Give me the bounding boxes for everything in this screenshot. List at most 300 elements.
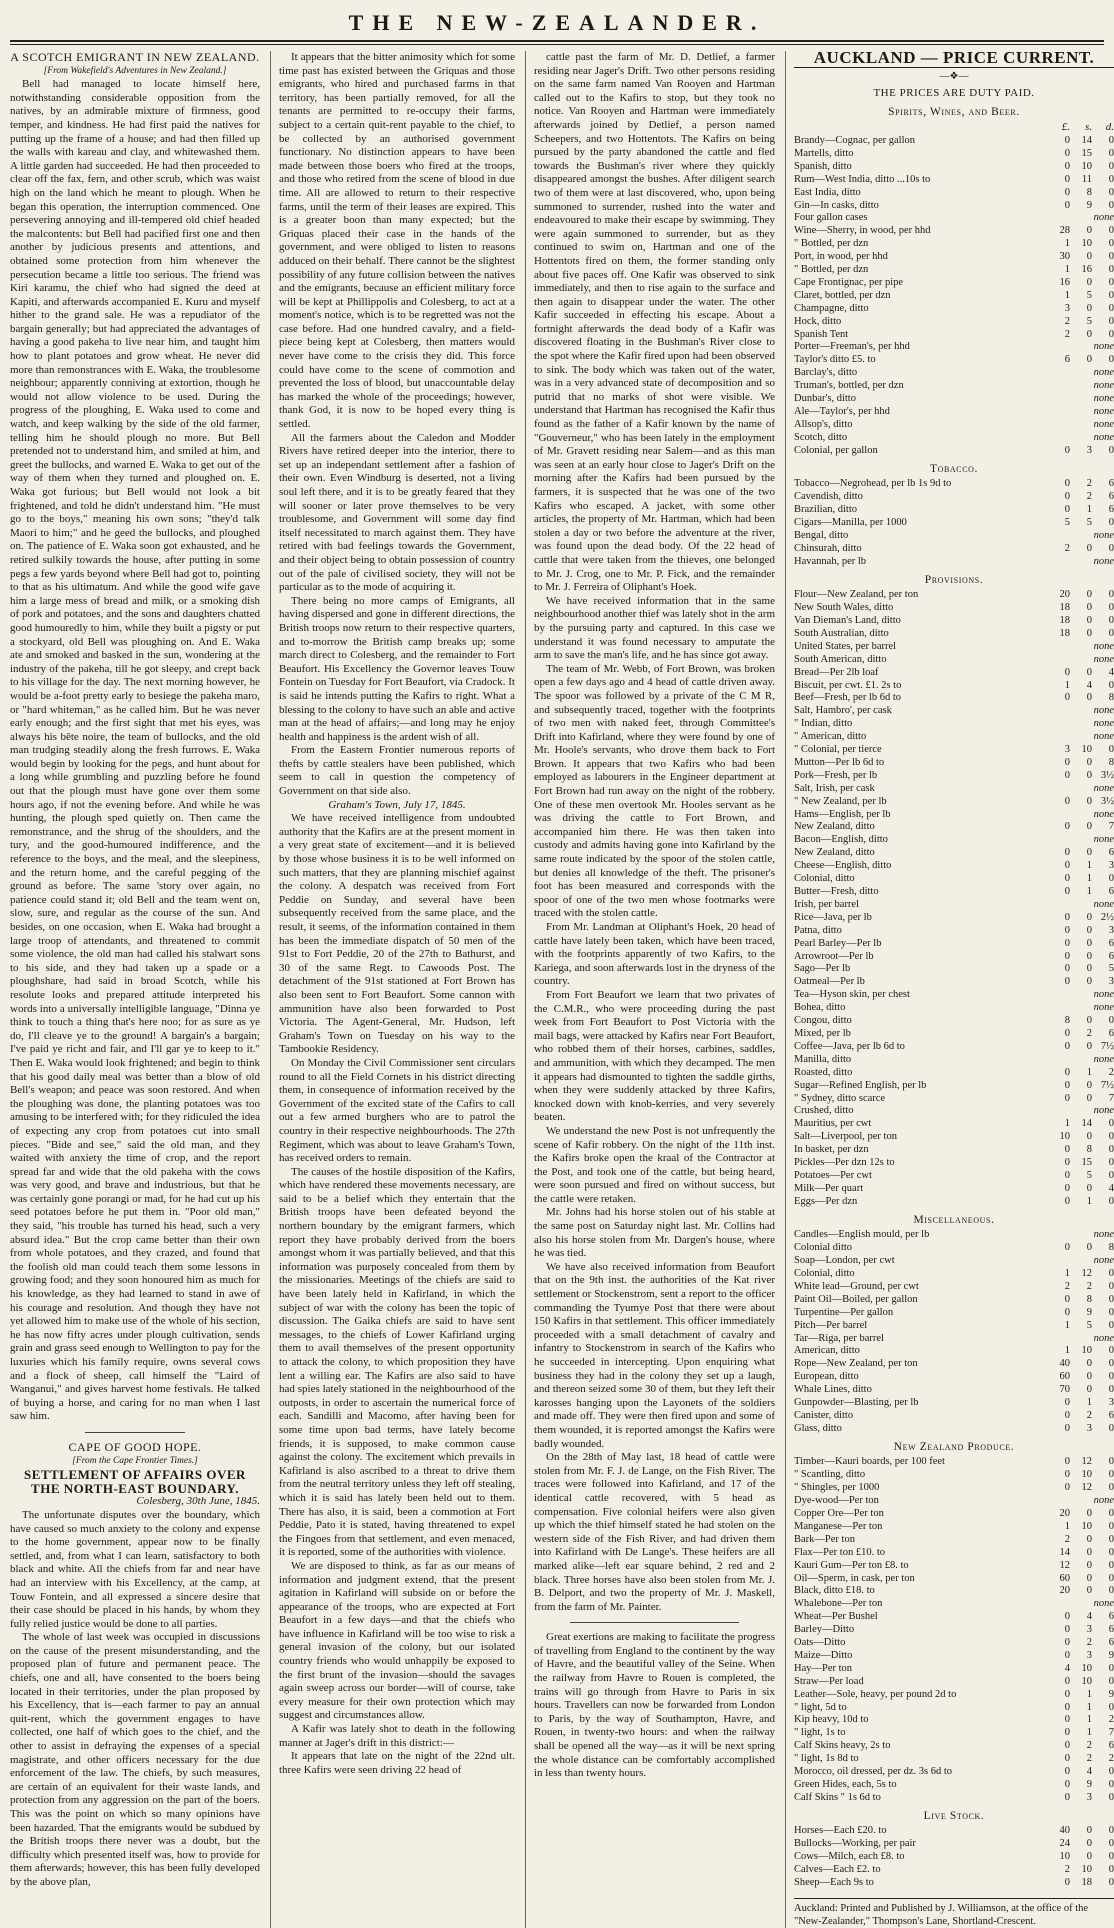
price-value: 1: [1086, 1701, 1092, 1713]
publisher-imprint: Auckland: Printed and Published by J. Williamson, at the office of the "New-Zealander," Thompson's Lane, Shortland-Crescent.: [794, 1898, 1114, 1928]
price-item: Horses—Each £20. to: [794, 1825, 887, 1837]
price-value: none: [1093, 341, 1114, 353]
price-value: 0: [1064, 666, 1070, 678]
price-value: 1: [1064, 289, 1070, 301]
price-row: [794, 419, 1114, 432]
price-value: 0: [1064, 199, 1070, 211]
price-value: 0: [1064, 886, 1070, 897]
price-value: 5: [1086, 516, 1092, 528]
price-value: 1: [1064, 1319, 1070, 1331]
price-row: [794, 834, 1114, 847]
price-value: 0: [1086, 1092, 1092, 1104]
price-current-subtitle: THE PRICES ARE DUTY PAID.: [873, 87, 1035, 100]
price-value: 28: [1059, 225, 1070, 237]
price-table: [794, 1825, 1114, 1890]
price-row: [794, 1268, 1114, 1281]
price-row: [794, 963, 1114, 976]
price-item: Manganese—Per ton: [794, 1520, 883, 1532]
price-value: none: [1093, 1598, 1114, 1610]
section-divider: [570, 1622, 739, 1623]
price-item: Sago—Per lb: [794, 963, 851, 975]
price-row: [794, 380, 1114, 393]
price-value: 18: [1059, 627, 1070, 639]
price-value: 6: [1108, 1409, 1114, 1421]
article-dateline: Colesberg, 30th June, 1845.: [136, 1495, 260, 1508]
price-row: [794, 1727, 1114, 1740]
price-item: Barclay's, ditto: [794, 367, 858, 379]
price-row: [794, 530, 1114, 543]
columns: [10, 48, 1114, 1927]
price-value: 16: [1081, 264, 1092, 276]
price-item: Spanish Tent: [794, 328, 849, 340]
price-value: 0: [1064, 1306, 1070, 1318]
price-item: Dye-wood—Per ton: [794, 1495, 879, 1507]
price-value: 2: [1064, 1864, 1070, 1876]
price-value: 3: [1086, 1422, 1092, 1434]
price-value: 0: [1086, 1585, 1092, 1597]
price-value: 0: [1064, 1293, 1070, 1305]
price-item: " Colonial, per tierce: [794, 744, 882, 756]
price-value: 0: [1086, 1507, 1092, 1519]
price-row: [794, 148, 1114, 161]
price-value: 0: [1064, 821, 1070, 833]
price-value: 0: [1064, 1877, 1070, 1889]
price-value: 0: [1064, 1079, 1070, 1091]
price-section-title: Provisions.: [924, 573, 984, 586]
price-value: 0: [1086, 976, 1092, 988]
price-value: 10: [1081, 1520, 1092, 1532]
price-value: 0: [1086, 251, 1092, 263]
price-item: Martells, ditto: [794, 147, 854, 159]
price-value: 12: [1081, 1482, 1092, 1494]
price-item: Cheese—English, ditto: [794, 860, 892, 872]
price-row: [794, 783, 1114, 796]
price-value: 0: [1064, 1791, 1070, 1803]
price-value: 0: [1086, 589, 1092, 601]
price-value: 0: [1064, 1637, 1070, 1649]
price-row: [794, 1864, 1114, 1877]
price-value: 9: [1086, 1779, 1092, 1790]
price-value: 0: [1108, 315, 1114, 327]
price-row: [794, 517, 1114, 530]
price-value: 0: [1108, 238, 1114, 250]
price-value: 0: [1086, 1371, 1092, 1383]
price-row: [794, 135, 1114, 148]
price-value: 6: [1108, 1611, 1114, 1623]
price-value: none: [1093, 212, 1114, 224]
price-row: [794, 556, 1114, 569]
price-value: 60: [1059, 1371, 1070, 1383]
price-row: [794, 602, 1114, 615]
price-row: [794, 873, 1114, 886]
price-value: 0: [1064, 1779, 1070, 1790]
price-value: 0: [1064, 963, 1070, 975]
price-value: 70: [1059, 1384, 1070, 1396]
price-row: [794, 504, 1114, 517]
price-value: 9: [1108, 1649, 1114, 1661]
price-value: 0: [1086, 911, 1092, 923]
price-item: Wine—Sherry, in wood, per hhd: [794, 225, 931, 237]
article-paragraph: Great exertions are making to facilitate the progress of travelling from England to the continent by the way of Havre, and the beautiful valley of the Seine. When the railway from Havre to Rouen is completed, the trains will go through from Havre to Paris in six hours. Travellers can now be forwarded from London to Paris, by the way of Southampton, Havre, and Rouen, in twenty-two hours: and when the railway shall be opened all the way—as it will be next spring the whole distance can be comfortably accomplished in less than twenty hours.: [534, 1631, 775, 1780]
article-paragraph: We have received information that in the same neighbourhood another thief was lately shot in the arm by the pursuing party and captured. In this case we understand it was found necessary to amputate the arm to save the man's life, and he has since got away.: [534, 594, 775, 662]
price-value: 6: [1108, 504, 1114, 516]
price-value: none: [1093, 705, 1114, 717]
price-item: Calves—Each £2. to: [794, 1864, 881, 1876]
article-paragraph: From Fort Beaufort we learn that two privates of the C.M.R., who were proceeding during the past week from Fort Beaufort to Post Victoria with the mail bags, were attacked by Kafirs near Fort Beaufort, who robbed them of their horses, carbines, saddles, and ammunition, with which they decamped. The men it appears had dismounted to tighten the saddle girths, when they were suddenly attacked by three Kafirs, knocked down with knob-kerries, and very severely beaten.: [534, 988, 775, 1124]
price-value: 3½: [1100, 795, 1114, 807]
price-row: [794, 692, 1114, 705]
price-row: [794, 744, 1114, 757]
price-value: 0: [1086, 1851, 1092, 1863]
price-row: [794, 432, 1114, 445]
price-value: 0: [1086, 1131, 1092, 1143]
price-row: [794, 1792, 1114, 1805]
price-value: 40: [1059, 1825, 1070, 1837]
price-row: [794, 1105, 1114, 1118]
price-item: " light, 5d to: [794, 1701, 847, 1713]
price-value: 1: [1064, 1345, 1070, 1357]
price-value: 0: [1064, 134, 1070, 146]
price-value: 0: [1064, 1766, 1070, 1778]
price-item: Pork—Fresh, per lb: [794, 769, 878, 781]
price-value: 3: [1086, 1649, 1092, 1661]
price-item: Irish, per barrel: [794, 898, 860, 910]
price-value: 1: [1086, 1727, 1092, 1739]
price-value: 0: [1086, 225, 1092, 237]
price-current-title: AUCKLAND — PRICE CURRENT.: [794, 51, 1114, 68]
section-divider: [85, 1432, 185, 1433]
price-row: [794, 809, 1114, 822]
price-value: 0: [1108, 302, 1114, 314]
price-value: 4: [1086, 1611, 1092, 1623]
price-value: none: [1093, 1229, 1114, 1241]
price-value: 8: [1108, 692, 1114, 704]
price-item: Potatoes—Per cwt: [794, 1169, 872, 1181]
price-row: [794, 1714, 1114, 1727]
price-value: 15: [1081, 1157, 1092, 1169]
price-row: [794, 1663, 1114, 1676]
price-value: 1: [1086, 1195, 1092, 1207]
price-value: 12: [1081, 1456, 1092, 1468]
price-row: [794, 1456, 1114, 1469]
price-value: 2: [1086, 478, 1092, 490]
price-row: [794, 1423, 1114, 1436]
price-row: [794, 290, 1114, 303]
price-value: none: [1093, 1053, 1114, 1065]
price-value: 0: [1064, 1242, 1070, 1254]
price-item: Scotch, ditto: [794, 431, 848, 443]
price-row: [794, 731, 1114, 744]
price-item: Taylor's ditto £5. to: [794, 354, 876, 366]
price-row: [794, 912, 1114, 925]
price-value: 0: [1086, 963, 1092, 975]
price-item: Bread—Per 2lb loaf: [794, 666, 879, 678]
price-item: " Shingles, per 1000: [794, 1482, 880, 1494]
price-item: Calf Skins " 1s 6d to: [794, 1791, 881, 1803]
price-value: none: [1093, 1105, 1114, 1117]
price-value: none: [1093, 380, 1114, 392]
price-value: 3: [1108, 976, 1114, 988]
price-row: [794, 1333, 1114, 1346]
price-row: [794, 989, 1114, 1002]
price-value: 0: [1108, 1877, 1114, 1889]
price-value: 0: [1108, 589, 1114, 601]
price-value: 8: [1086, 1144, 1092, 1156]
article-paragraph: The unfortunate disputes over the boundary, which have caused so much anxiety to the colony and expense to the home government, appear now to be finally settled, and, from what I can learn, satisfactory to both black and white. All the chiefs from far and near have had an interview with his Excellency, at the camp, at Touw Fontein, and all expressed a sincere desire that their case should be placed in his hands, by whom they fully relied justice would be done to all parties.: [10, 1508, 260, 1630]
price-section-title: Spirits, Wines, and Beer.: [888, 105, 1020, 118]
price-value: 5: [1086, 315, 1092, 327]
price-value: 0: [1108, 354, 1114, 366]
price-value: 0: [1108, 1675, 1114, 1687]
price-value: 0: [1108, 1345, 1114, 1357]
price-row: [794, 1183, 1114, 1196]
price-value: 0: [1108, 1662, 1114, 1674]
price-value: 9: [1086, 199, 1092, 211]
price-item: " Scantling, ditto: [794, 1469, 866, 1481]
price-value: 9: [1086, 1306, 1092, 1318]
price-row: [794, 1825, 1114, 1838]
price-value: 2: [1086, 1637, 1092, 1649]
price-value: 5: [1086, 1319, 1092, 1331]
price-value: 0: [1108, 679, 1114, 691]
currency-unit: £.: [1061, 121, 1070, 134]
price-value: 0: [1108, 1507, 1114, 1519]
price-row: [794, 1345, 1114, 1358]
price-item: Pitch—Per barrel: [794, 1319, 868, 1331]
price-current-column: [785, 48, 1114, 1928]
price-value: 10: [1059, 1851, 1070, 1863]
price-value: 0: [1064, 924, 1070, 936]
price-value: 0: [1086, 1559, 1092, 1571]
price-row: [794, 1028, 1114, 1041]
price-item: Eggs—Per dzn: [794, 1195, 858, 1207]
price-value: 6: [1064, 354, 1070, 366]
price-row: [794, 899, 1114, 912]
price-row: [794, 1753, 1114, 1766]
price-value: 10: [1081, 1469, 1092, 1481]
article-paragraph: Bell had managed to locate himself here, notwithstanding considerable opposition from the natives, by an admirable mixture of firmness, good temper, and kindness. He had first paid the natives for putting up the frame of a house; and had then filled up the walls with kareau and clay, and whitewashed them. A little garden had succeeded. He had then proceeded to clear off the fax, fern, and other scrub, which was waist high on the land which he meant to plough. When he began this operation, the interruption commenced. One persevering annoying and ill-tempered old chief headed the malcontents: but Bell had pacified first one and then another by judicious presents and attentions, and obtained some protection from him whenever the persecution became a little too serious. The friend was Kiri karamu, the chief who had signed the deed at Kapiti, and afterwards accompanied E. Kuru and myself hither to the grand sale. He was a repudiator of the bargain generally; but had appreciated the advantages of having a good pakeha to live near him, and taught him how to plant potatoes and grow wheat. He never did more than remonstrances with E. Waka, the troublesome neighbour; apparently conniving at extortion, though he would not allow violence to be used. During the progress of the ploughing, E. Waka used to come and watch, and keep walking by the side of the old farmer, telling him he should plough no more. But Bell pretended not to understand him, and smiled at him, and greet the bullocks, and warned E. Waka to get out of the way of them when they turned and ploughed on. E. Waka got furious; but Bell would not look a bit frightened, and told he didn't understand him. "He must go to the boys," meaning his own sons; "they'd talk Maori to him;" and he geed the bullocks, and ploughed on. The patience of E. Waka soon got exhausted, and he retired sulkily towards the house, after putting in some pegs a few yards beyond where Bell had got to, pointing to that as his ultimatum. And while the good wife gave him a large mess of bread and milk, or a smoking dish of pork and potatoes, and the sons and daughters chatted good humouredly to him, while they built a pigsty or put a stockyard, old Bell was ploughing on. And E. Waka ate and smoked and basked in the sun, wondering at the industry of the pakeha, till he got sleepy, and crept back to his village for the day. The next morning however, he would be a-foot pretty early to besiege the pakeha maro, or "hard whiteman," as he called him. But he was never early enough; and the first sight that met his eyes, was always his bête noire, the team of bullocks, and the old man trudging steadily along the fresh furrows. E. Waka would begin by looking for the pegs, and hunt about for a long while grumbling and puzzling before he found out that the plough must have gone over them some hours ago, if not the evening before. And while he was hunting, the plough sped quietly on. Then came the remonstrance, and the shrug of the shoulders, and the tury, and the good-humoured indifference, and the reference to the boys, and the meal, and the sleepiness, and the return home, and the careful pegging of the ground as before. The same 'story over again, no patience could stand it; old Bell and the team went on, slow, sure, and regular as the course of the sun. And besides, on one occasion, when E. Waka had brought a large troop of attendants, and threatened to commit some violence, the old man had called his stalwart sons to his side, and they had taken up a spade or a ploughshare, had said in broad Scotch, while his resolute looks and prepared attitude interpreted his words into a universally intelligible language, "Dinna ye think to touch a thing that's here noo; for as sure as ye do, I'll cleave ye to the ground! A bargain's a bargain; I've paid ye richt and fair, and I'll gar ye to keep to it." Then E. Waka would look frightened; and begin to think that his good daily meal was better than a blow of old Bell's weapon; and peace was soon restored. And when the ploughing was done, the planting potatoes was too amusing to be interfered with; for they ridiculed the idea of expecting any crop from potatoes cut into small pieces. "Bide and see," said the old man, and they waited with anxiety the time of crop, and the report spread far and wide that the old pakeha with the cows was very good, and brave and industrious, but that he was certainly gone porangi or mad, for he had cut up his seed potatoes before he put them in. "Poor old man," they said, "his trouble has turned his head, such a very absurd idea." But the crop came better than their own from whole potatoes, and they crazed, and found that the foolish old man could teach them some lessons in growing food; and they soon honoured him as much for his knowledge, as they had learned to stand in awe of his courage and resolution. And though they have not yet allowed him to make use of the whole of his section, he has now fifty acres under plough cultivation, sends grain and grass seed enough to Wellington to pay for the luxuries which his family require, owns several cows and a flock of sheep, call himself the "Laird of Wanganui," and gives harvest home festivals. He talked of buying a horse, and caring for no man when I last saw him.: [10, 78, 260, 1423]
price-row: [794, 1358, 1114, 1371]
price-value: 0: [1108, 1469, 1114, 1481]
price-value: 0: [1064, 1611, 1070, 1623]
price-row: [794, 757, 1114, 770]
price-value: 10: [1081, 744, 1092, 756]
price-item: Colonial ditto: [794, 1242, 853, 1254]
price-value: 10: [1081, 1345, 1092, 1357]
price-item: " American, ditto: [794, 731, 867, 743]
price-value: 5: [1064, 516, 1070, 528]
article-paragraph: We understand the new Post is not unfrequently the scene of Kafir robbery. On the night of the 11th inst. the Kafirs broke open the kraal of the Contractor at the Post, and took one of the cattle, but being heard, were soon pursued and fired on without success, but the cattle were retaken.: [534, 1124, 775, 1205]
price-item: Mutton—Per lb 6d to: [794, 756, 885, 768]
price-row: [794, 174, 1114, 187]
price-value: 1: [1086, 1714, 1092, 1726]
price-value: 6: [1108, 1740, 1114, 1752]
price-value: 0: [1108, 199, 1114, 211]
price-row: [794, 1384, 1114, 1397]
price-item: " Bottled, per dzn: [794, 264, 869, 276]
price-item: Truman's, bottled, per dzn: [794, 380, 904, 392]
price-value: 3: [1064, 302, 1070, 314]
price-item: Champagne, ditto: [794, 302, 869, 314]
article-subtitle: SETTLEMENT OF AFFAIRS OVER THE NORTH-EAST BOUNDARY.: [24, 1467, 246, 1496]
masthead: THE NEW-ZEALANDER.: [348, 10, 766, 35]
price-item: Arrowroot—Per lb: [794, 950, 874, 962]
price-value: 0: [1086, 1079, 1092, 1091]
article-paragraph: We have also received information from Beaufort that on the 9th inst. the authorities of the Kat river settlement or Stockenstrom, sent a report to the officer commanding the Tyumye Post that there were about 150 Kafirs in that settlement. This officer immediately proceeded with a small detachment of cavalry and infantry to Stockenstrom in search of the Kafirs who he succeeded in intercepting. Upon enquiring what business they had in the colony they set up a laugh, and thereon seized some 30 of them, but they left their karosses hanging upon the Layonets of the soldiers and made off. They were then fired upon and some of them wounded, it is reported amongst the Kafirs were badly wounded.: [534, 1260, 775, 1450]
price-item: Rice—Java, per lb: [794, 911, 872, 923]
price-item: Cape Frontignac, per pipe: [794, 276, 904, 288]
price-value: 0: [1086, 847, 1092, 859]
price-value: 0: [1108, 1358, 1114, 1370]
price-value: 0: [1064, 937, 1070, 949]
price-value: 0: [1064, 860, 1070, 872]
price-item: " light, 1s to: [794, 1727, 846, 1739]
price-value: 0: [1064, 1066, 1070, 1078]
price-value: none: [1093, 782, 1114, 794]
price-value: none: [1093, 555, 1114, 567]
ornament-divider: —❖—: [939, 70, 969, 82]
price-row: [794, 1469, 1114, 1482]
price-item: Sheep—Each 9s to: [794, 1877, 874, 1889]
price-item: Morocco, oil dressed, per dz. 3s 6d to: [794, 1766, 953, 1778]
price-item: Green Hides, each, 5s to: [794, 1779, 897, 1790]
price-row: [794, 1118, 1114, 1131]
price-value: 14: [1081, 1118, 1092, 1130]
price-value: 0: [1086, 328, 1092, 340]
price-row: [794, 543, 1114, 556]
price-value: 2: [1086, 491, 1092, 503]
price-value: 18: [1081, 1877, 1092, 1889]
price-value: 12: [1059, 1559, 1070, 1571]
price-value: 6: [1108, 478, 1114, 490]
price-item: Colonial, ditto: [794, 1267, 855, 1279]
price-value: 0: [1064, 1649, 1070, 1661]
price-item: Hams—English, per lb: [794, 808, 891, 820]
price-value: 24: [1059, 1838, 1070, 1850]
price-row: [794, 1598, 1114, 1611]
price-value: 5: [1108, 963, 1114, 975]
price-value: 0: [1108, 1131, 1114, 1143]
price-value: 0: [1064, 911, 1070, 923]
article-paragraph: cattle past the farm of Mr. D. Detlief, a farmer residing near Jager's Drift. Two other persons residing on the same farm named Van Rooyen and Hartman called out to the Kafirs to stop, but they took no notice. Van Rooyen and Hartman were immediately afterwards joined by Detlief, a person named Scheepers, and two Hottentots. The Kafirs on being pursued by the party abandoned the cattle and fled towards the Bushman's river where they quickly disappeared amongst the bushes. After diligent search two of them were at last discovered, who, upon being summoned to surrender, rushed into the water and endeavoured to make their escape by swimming. They were again summoned to surrender, but as they continued to swim on, Hartman and one of the Hottentots fired on them, the former standing only about five paces off. One Kafir was observed to sink immediately, and then to rise again to the surface and then again to disappear under the water. The other Kafir succeeded in effecting his escape. About a fortnight afterwards the dead body of a Kafir was discovered floating in the Bushman's River close to the spot where the Kafir fired upon had been observed to sink. The body which was taken out of the water, was in a very advanced state of decomposition and so putrid that no marks of shot were visible. We understand that Hartman has recognised the Kafir thus found as the father of a Kafir known by the name of "Gouverneur," who has been lately in the employment of Mr. Gravett residing near Salem—and as this man was seen at an early hour close to Jager's Drift on the morning after the Kafirs had been pursued by the farmers, it is suspected that he was one of the two Kafirs who escaped. A jacket, with some other articles, the property of Mr. Hartman, which had been stolen a day or two before the adventure at the river, was found upon the dead body. Of the 22 head of cattle that were taken from the thieves, one belonged to Mr. J. Crog, one to Mr. P. Fick, and the remainder to Mr. J. Ferreira of Oliphant's Hoek.: [534, 51, 775, 594]
price-value: 0: [1108, 1306, 1114, 1318]
price-value: 0: [1086, 1242, 1092, 1254]
price-value: 0: [1086, 1533, 1092, 1545]
price-value: 0: [1108, 1384, 1114, 1396]
price-value: none: [1093, 1255, 1114, 1267]
article-title: CAPE OF GOOD HOPE.: [68, 1439, 202, 1454]
price-row: [794, 251, 1114, 264]
price-value: none: [1093, 406, 1114, 417]
price-value: 6: [1108, 847, 1114, 859]
price-value: 0: [1086, 1384, 1092, 1396]
price-value: 2: [1086, 1740, 1092, 1752]
price-row: [794, 478, 1114, 491]
price-row: [794, 1779, 1114, 1792]
price-item: Butter—Fresh, ditto: [794, 886, 879, 897]
price-value: 0: [1108, 1701, 1114, 1713]
price-value: 0: [1108, 1766, 1114, 1778]
price-value: 18: [1059, 614, 1070, 626]
price-value: 0: [1108, 1422, 1114, 1434]
price-value: 0: [1064, 1397, 1070, 1409]
price-row: [794, 354, 1114, 367]
price-section-title: Live Stock.: [923, 1809, 985, 1822]
price-value: 5: [1086, 289, 1092, 301]
price-value: 1: [1064, 264, 1070, 276]
price-value: 10: [1081, 160, 1092, 172]
price-item: Salt, Irish, per cask: [794, 782, 875, 794]
price-value: 4: [1108, 666, 1114, 678]
price-row: [794, 393, 1114, 406]
price-row: [794, 1131, 1114, 1144]
price-item: Copper Ore—Per ton: [794, 1507, 884, 1519]
price-row: [794, 1508, 1114, 1521]
price-item: Havannah, per lb: [794, 555, 867, 567]
price-value: 0: [1064, 1040, 1070, 1052]
price-item: New Zealand, ditto: [794, 847, 875, 859]
price-value: 0: [1086, 1572, 1092, 1584]
price-item: East India, ditto: [794, 186, 861, 198]
price-row: [794, 615, 1114, 628]
price-row: [794, 1015, 1114, 1028]
price-item: Whale Lines, ditto: [794, 1384, 872, 1396]
price-value: 0: [1086, 1838, 1092, 1850]
price-value: 4: [1108, 1182, 1114, 1194]
price-item: In basket, per dzn: [794, 1144, 869, 1156]
price-value: 3: [1086, 1624, 1092, 1636]
price-value: 0: [1108, 1838, 1114, 1850]
price-row: [794, 329, 1114, 342]
price-value: 9: [1108, 1688, 1114, 1700]
price-item: Kip heavy, 10d to: [794, 1714, 869, 1726]
price-value: none: [1093, 808, 1114, 820]
price-value: 8: [1086, 186, 1092, 198]
price-value: 0: [1108, 1293, 1114, 1305]
price-row: [794, 1650, 1114, 1663]
price-value: none: [1093, 653, 1114, 665]
price-item: Salt—Liverpool, per ton: [794, 1131, 897, 1143]
price-value: 0: [1064, 1727, 1070, 1739]
price-row: [794, 1877, 1114, 1890]
price-row: [794, 212, 1114, 225]
price-item: Roasted, ditto: [794, 1066, 853, 1078]
price-value: 0: [1064, 769, 1070, 781]
price-row: [794, 1766, 1114, 1779]
price-value: 0: [1108, 1169, 1114, 1181]
price-value: none: [1093, 367, 1114, 379]
price-row: [794, 1196, 1114, 1209]
price-value: 1: [1086, 504, 1092, 516]
price-row: [794, 200, 1114, 213]
price-value: 0: [1108, 264, 1114, 276]
price-value: 0: [1108, 1779, 1114, 1790]
price-value: 2: [1064, 315, 1070, 327]
price-value: 0: [1064, 1144, 1070, 1156]
price-value: 0: [1064, 1701, 1070, 1713]
price-value: 0: [1064, 1195, 1070, 1207]
price-item: Gunpowder—Blasting, per lb: [794, 1397, 919, 1409]
price-value: 8: [1108, 756, 1114, 768]
price-value: 0: [1108, 1851, 1114, 1863]
price-value: 0: [1064, 950, 1070, 962]
price-value: 0: [1086, 666, 1092, 678]
price-value: 0: [1108, 225, 1114, 237]
price-value: 0: [1086, 924, 1092, 936]
price-value: 0: [1064, 1422, 1070, 1434]
price-item: United States, per barrel: [794, 640, 897, 652]
price-row: [794, 277, 1114, 290]
